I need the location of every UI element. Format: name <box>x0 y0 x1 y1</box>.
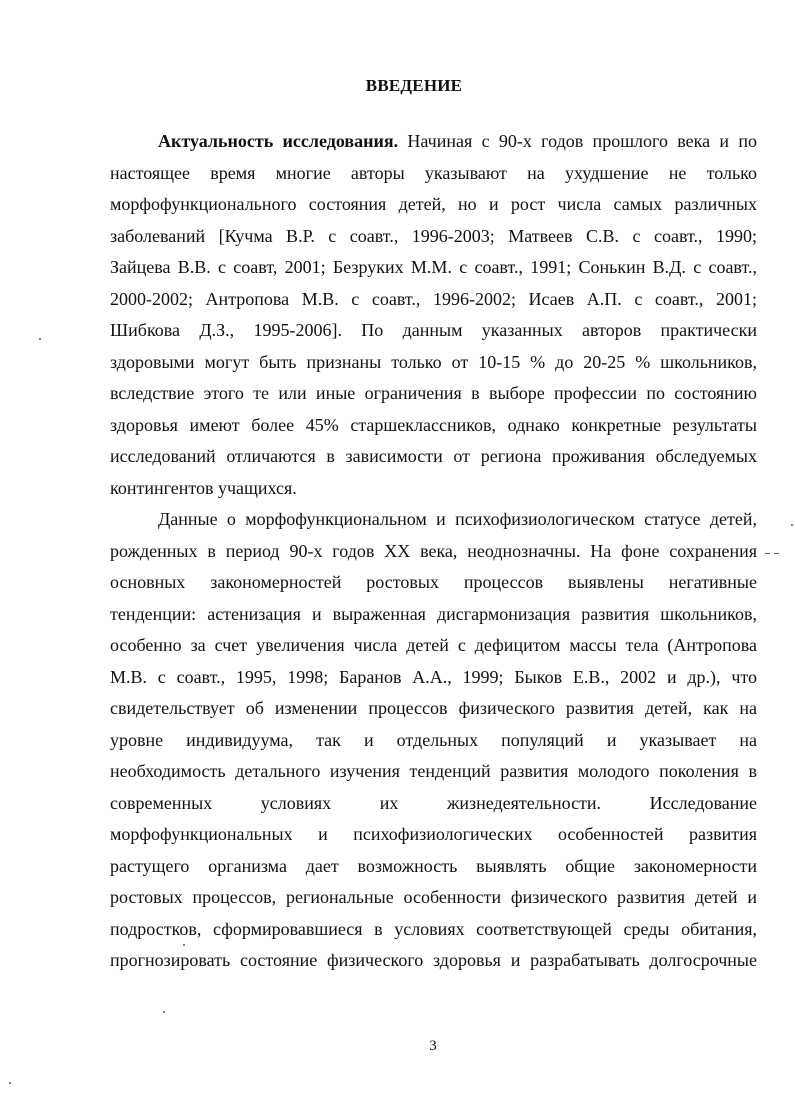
paragraph-line: морфофункциональных и психофизиологических особенностей развития <box>110 824 757 844</box>
paragraph-line: прогнозировать состояние физического здоровья и разрабатывать долгосрочные <box>110 950 757 970</box>
paragraph-line: М.В. с соавт., 1995, 1998; Баранов А.А., 1999; Быков Е.В., 2002 и др.), что <box>110 666 757 687</box>
paragraph-line: 2000-2002; Антропова М.В. с соавт., 1996-2002; Исаев А.П. с соавт., 2001; <box>110 288 757 309</box>
paragraph-line: подростков, сформировавшиеся в условиях соответствующей среды обитания, <box>110 918 757 939</box>
relevance-heading: Актуальность исследования. <box>158 131 399 151</box>
scan-artifact-dash <box>765 553 770 554</box>
paragraph-line: вследствие этого те или иные ограничения в выборе профессии по состоянию <box>110 383 757 403</box>
paragraph-line: тенденции: астенизация и выраженная дисгармонизация развития школьников, <box>110 603 757 624</box>
scan-artifact-mark <box>39 338 41 340</box>
paragraph-line: необходимость детального изучения тенденций развития молодого поколения в <box>110 761 757 781</box>
page-number: 3 <box>429 1038 437 1054</box>
scan-artifact-mark <box>9 1082 11 1084</box>
paragraph-line: особенно за счет увеличения числа детей с дефицитом массы тела (Антропова <box>110 635 757 655</box>
paragraph-line: Данные о морфофункциональном и психофизиологическом статусе детей, <box>158 509 757 529</box>
paragraph-line: заболеваний [Кучма В.Р. с соавт., 1996-2003; Матвеев С.В. с соавт., 1990; <box>110 225 757 246</box>
paragraph-line <box>110 126 757 158</box>
paragraph-line: Шибкова Д.З., 1995-2006]. По данным указанных авторов практически <box>110 320 757 340</box>
paragraph-line: настоящее время многие авторы указывают на ухудшение не только <box>110 162 757 183</box>
paragraph-line: рожденных в период 90-х годов XX века, неоднозначны. На фоне сохранения <box>110 540 757 561</box>
paragraph-line: растущего организма дает возможность выявлять общие закономерности <box>110 855 757 876</box>
paragraph-line-text: Начиная с 90-х годов прошлого века и по <box>398 131 757 151</box>
paragraph-line: контингентов учащихся. <box>110 477 297 498</box>
paragraph-line: свидетельствует об изменении процессов физического развития детей, как на <box>110 698 757 718</box>
scan-artifact-mark <box>791 524 793 526</box>
page-title: ВВЕДЕНИЕ <box>365 76 463 95</box>
paragraph-line: исследований отличаются в зависимости от региона проживания обследуемых <box>110 446 757 466</box>
paragraph-line: здоровыми могут быть признаны только от 10-15 % до 20-25 % школьников, <box>110 351 757 372</box>
paragraph-line: уровне индивидуума, так и отдельных популяций и указывает на <box>110 729 757 750</box>
scan-artifact-mark <box>163 1011 165 1013</box>
paragraph-line: ростовых процессов, региональные особенности физического развития детей и <box>110 887 757 907</box>
paragraph-line: основных закономерностей ростовых процессов выявлены негативные <box>110 572 757 592</box>
paragraph-line: здоровья имеют более 45% старшеклассников, однако конкретные результаты <box>110 414 757 435</box>
paragraph-line: современных условиях их жизнедеятельности. Исследование <box>110 792 757 813</box>
scan-artifact-dash <box>774 553 779 554</box>
paragraph-line: Зайцева В.В. с соавт, 2001; Безруких М.М. с соавт., 1991; Сонькин В.Д. с соавт., <box>110 257 757 277</box>
scan-artifact-mark <box>183 944 185 946</box>
paragraph-relevance <box>110 126 757 504</box>
paragraph-status-data <box>110 504 757 977</box>
paragraph-line: морфофункционального состояния детей, но и рост числа самых различных <box>110 194 757 214</box>
